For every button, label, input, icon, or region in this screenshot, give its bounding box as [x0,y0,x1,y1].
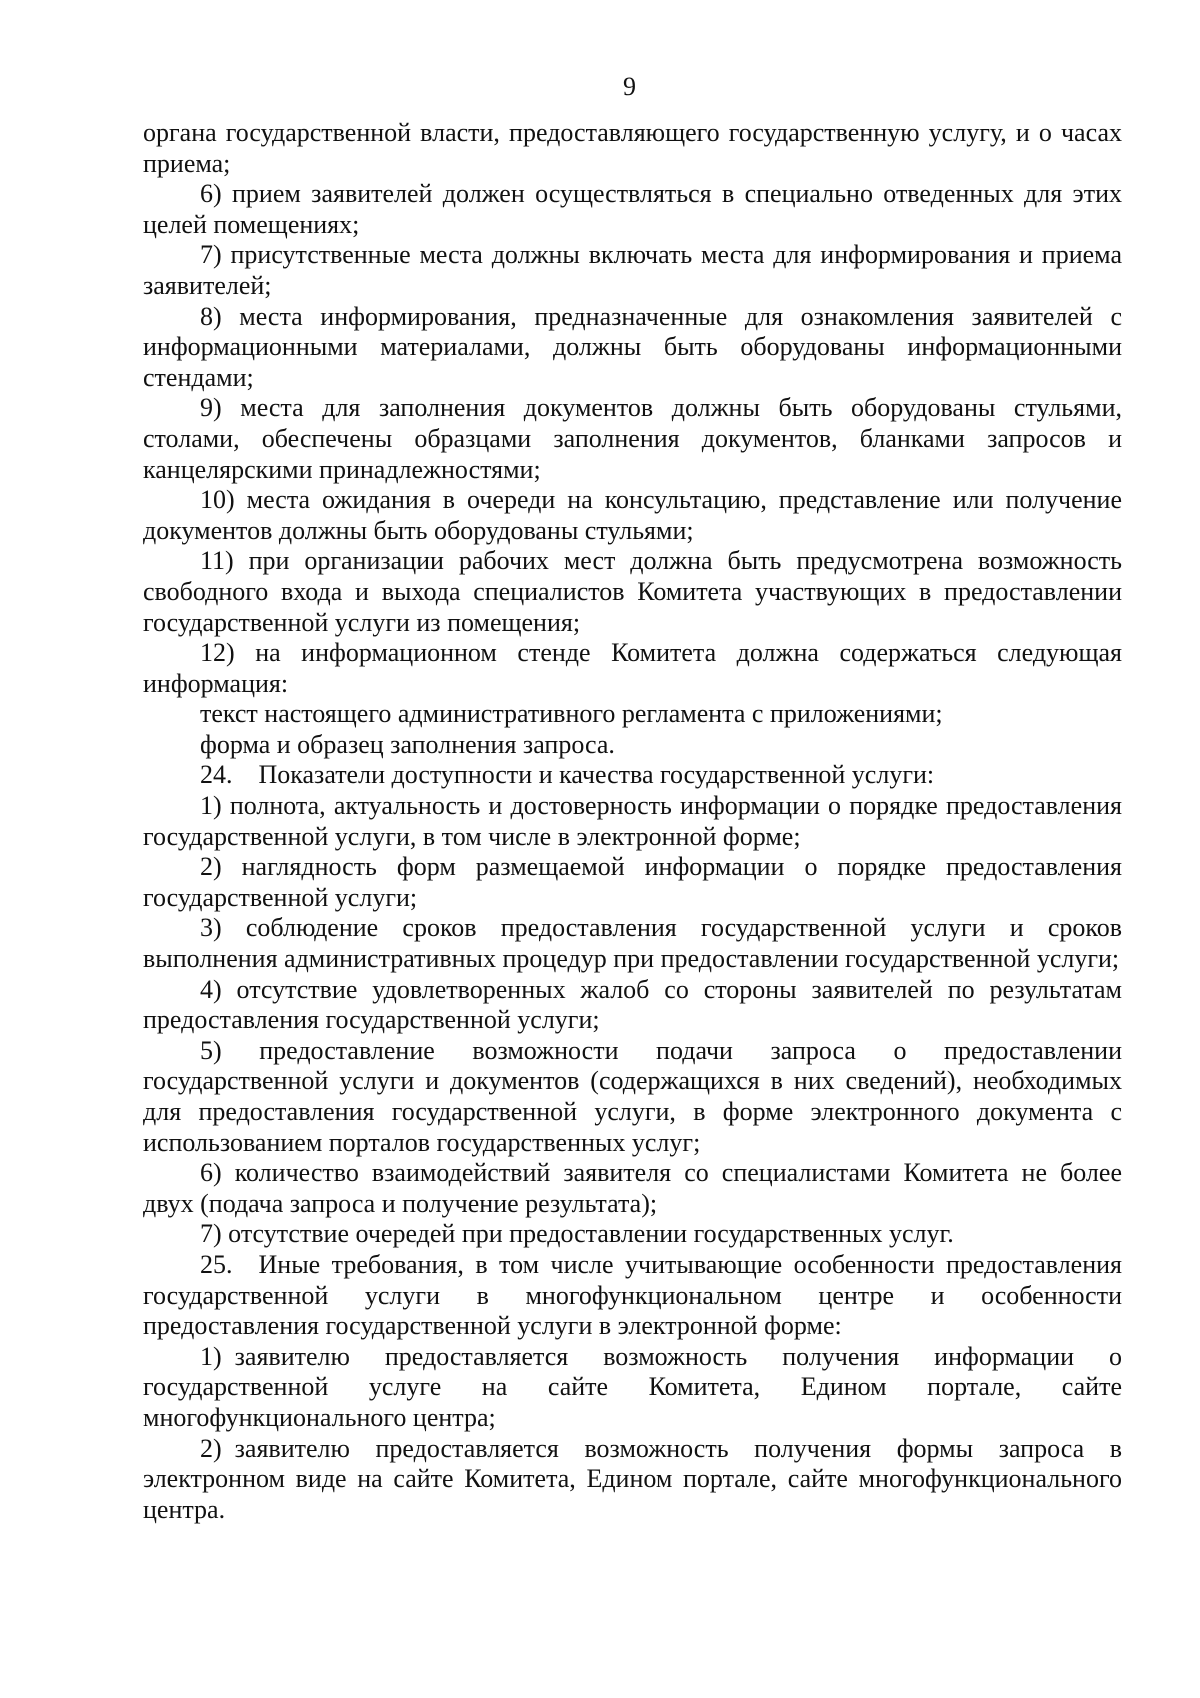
section-25-item-2: 2) заявителю предоставляется возможность получения формы запроса в электронном виде на сайте Комитета, Едином портале, сайте многофункционального центра. [143,1433,1122,1524]
list-item-11: 11) при организации рабочих мест должна быть предусмотрена возможность свободного входа и выхода специалистов Комитета участвующих в предоставлении государственной услуги из помещения; [143,546,1122,637]
section-24-item-6: 6) количество взаимодействий заявителя со специалистами Комитета не более двух (подача запроса и получение результата); [143,1158,1122,1218]
paragraph-continuation: органа государственной власти, предоставляющего государственную услугу, и о часах приема; [143,118,1122,178]
stand-info-line-2: форма и образец заполнения запроса. [200,729,615,759]
section-24-item-5: 5) предоставление возможности подачи запроса о предоставлении государственной услуги и документов (содержащихся в них сведений), необходимых для предоставления государственной услуги, в форме электронного документа с использованием порталов государственных услуг; [143,1035,1122,1157]
section-24-item-4: 4) отсутствие удовлетворенных жалоб со стороны заявителей по результатам предоставления государственной услуги; [143,974,1122,1035]
section-25-item-1: 1) заявителю предоставляется возможность получения информации о государственной услуге на сайте Комитета, Едином портале, сайте многофункционального центра; [143,1341,1122,1432]
list-item-6: 6) прием заявителей должен осуществляться в специально отведенных для этих целей помещениях; [143,179,1122,239]
section-24-item-1: 1) полнота, актуальность и достоверность информации о порядке предоставления государственной услуги, в том числе в электронной форме; [143,791,1122,851]
stand-info-line-1: текст настоящего административного регламента с приложениями; [200,699,943,729]
list-item-7: 7) присутственные места должны включать места для информирования и приема заявителей; [143,240,1122,300]
section-25-heading: 25. Иные требования, в том числе учитывающие особенности предоставления государственной услуги в многофункциональном центре и особенности предоставления государственной услуги в электронной форме: [143,1249,1122,1341]
document-body [143,118,1122,1525]
section-24-item-3: 3) соблюдение сроков предоставления государственной услуги и сроков выполнения административных процедур при предоставлении государственной услуги; [143,913,1122,974]
list-item-9: 9) места для заполнения документов должны быть оборудованы стульями, столами, обеспечены образцами заполнения документов, бланками запросов и канцелярскими принадлежностями; [143,393,1122,484]
page-number: 9 [623,72,636,101]
section-24-heading: 24. Показатели доступности и качества государственной услуги: [200,760,935,790]
section-24-item-7: 7) отсутствие очередей при предоставлении государственных услуг. [200,1219,954,1249]
section-24-item-2: 2) наглядность форм размещаемой информации о порядке предоставления государственной услуги; [143,852,1122,912]
list-item-10: 10) места ожидания в очереди на консультацию, представление или получение документов должны быть оборудованы стульями; [143,485,1122,545]
list-item-12: 12) на информационном стенде Комитета должна содержаться следующая информация: [143,638,1122,698]
list-item-8: 8) места информирования, предназначенные для ознакомления заявителей с информационными материалами, должны быть оборудованы информационными стендами; [143,301,1122,392]
